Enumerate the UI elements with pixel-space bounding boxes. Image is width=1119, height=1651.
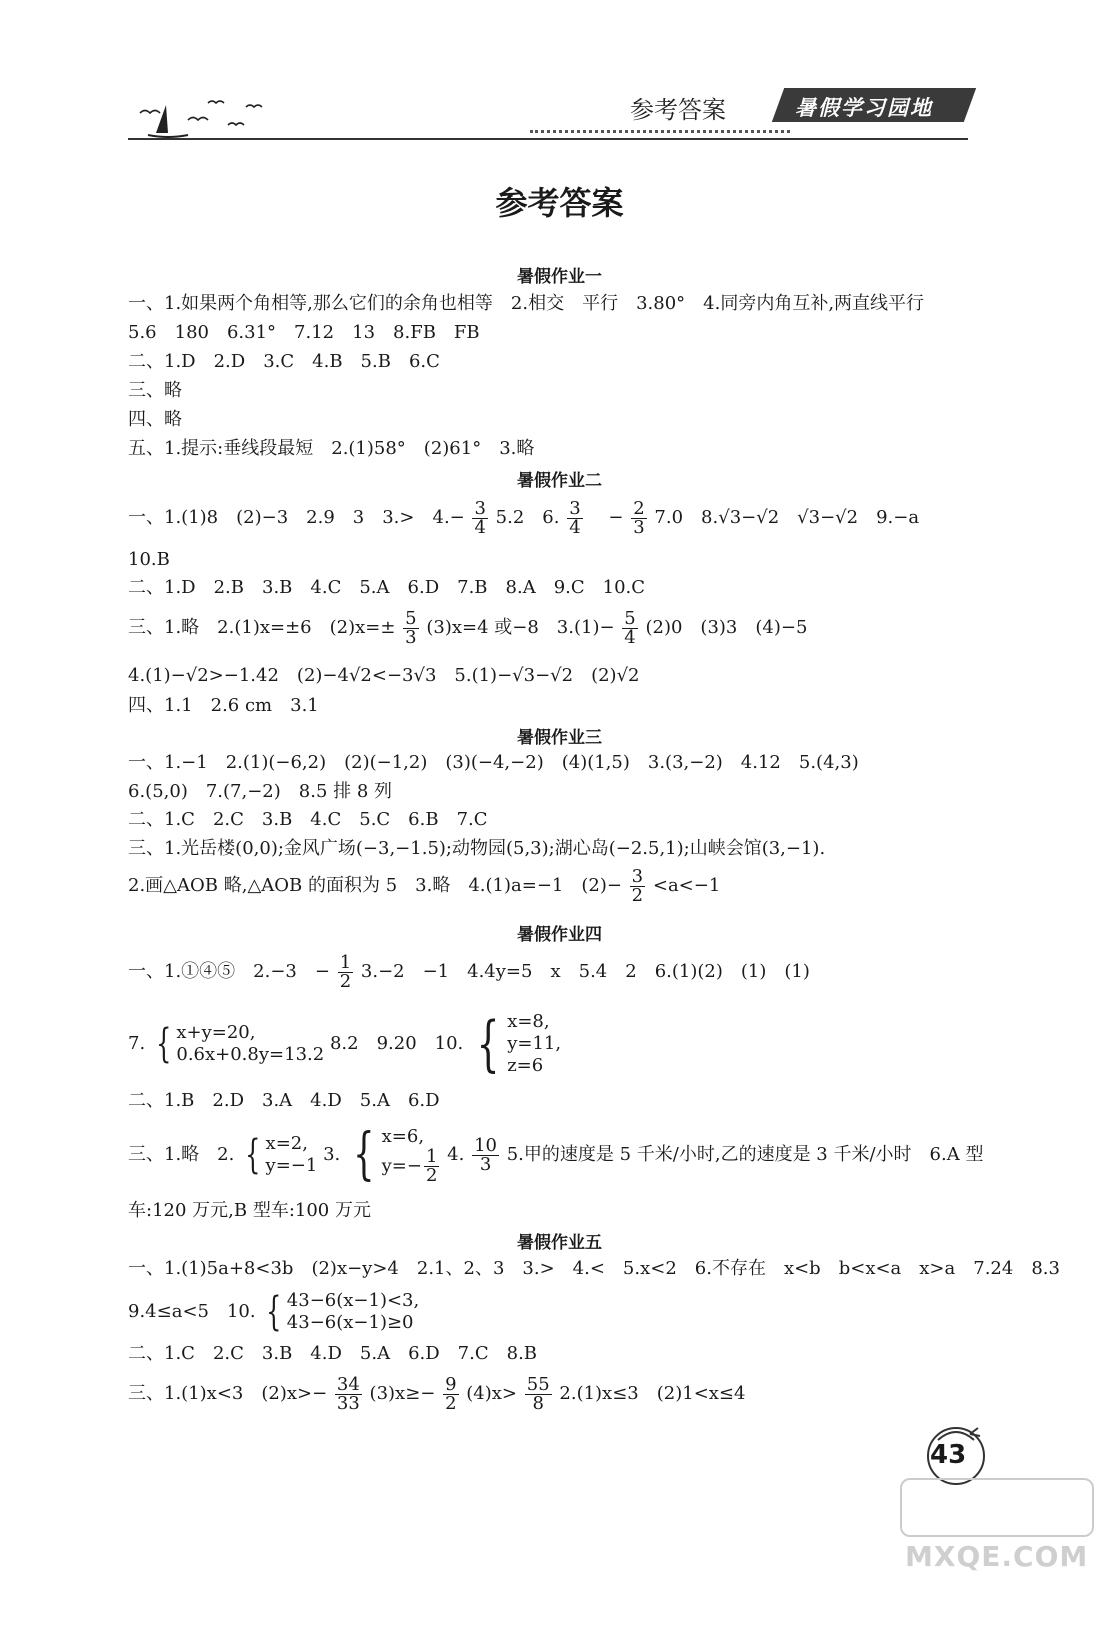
- equation: 43−6(x−1)≥0: [286, 1312, 414, 1333]
- text: y=−: [381, 1155, 422, 1176]
- header: [0, 0, 1119, 160]
- fraction-numerator: 34: [336, 1373, 360, 1395]
- answer-line: 二、1.C 2.C 3.B 4.D 5.A 6.D 7.C 8.B: [128, 1343, 538, 1364]
- answer-line: 5.6 180 6.31° 7.12 13 8.FB FB: [128, 322, 480, 343]
- text: 5.2 6.: [495, 507, 560, 528]
- answer-line: 二、1.C 2.C 3.B 4.C 5.C 6.B 7.C: [128, 809, 488, 830]
- fraction-numerator: 3: [569, 497, 581, 519]
- fraction-denominator: 4: [569, 516, 581, 538]
- fraction-denominator: 4: [474, 516, 486, 538]
- fraction-denominator: 3: [633, 516, 645, 538]
- header-rule: [128, 138, 968, 140]
- brace: {: [476, 1009, 500, 1079]
- fraction-numerator: 9: [445, 1373, 457, 1395]
- answer-line: 6.(5,0) 7.(7,−2) 8.5 排 8 列: [128, 781, 393, 802]
- fraction-numerator: 2: [633, 497, 645, 519]
- text: 2.(1)x≤3 (2)1<x≤4: [559, 1383, 746, 1404]
- answer-line: 三、1.光岳楼(0,0);金风广场(−3,−1.5);动物园(5,3);湖心岛(−2.5,1);山峡会馆(3,−1).: [128, 838, 826, 859]
- brace: {: [266, 1289, 282, 1335]
- text: −: [590, 507, 624, 528]
- brace: {: [156, 1021, 172, 1067]
- fraction: [338, 951, 353, 992]
- fraction-denominator: 2: [339, 970, 352, 992]
- fraction: [630, 865, 645, 906]
- equation: z=6: [507, 1055, 544, 1076]
- answer-line: 二、1.B 2.D 3.A 4.D 5.A 6.D: [128, 1090, 440, 1111]
- equation: x=2,: [265, 1133, 308, 1154]
- fraction-numerator: 3: [631, 865, 644, 887]
- equation-system: [346, 1118, 441, 1192]
- fraction-denominator: 2: [631, 884, 644, 906]
- equation: 0.6x+0.8y=13.2: [176, 1044, 325, 1065]
- text: 三、1.(1)x<3 (2)x>−: [128, 1383, 328, 1404]
- equation-system: [240, 1118, 317, 1192]
- brace: {: [245, 1132, 261, 1178]
- fraction-denominator: 2: [445, 1392, 457, 1414]
- fraction-denominator: 4: [624, 626, 636, 648]
- text: (3)x≥−: [369, 1383, 436, 1404]
- answer-line: 二、1.D 2.D 3.C 4.B 5.B 6.C: [128, 351, 440, 372]
- section-title: 暑假作业二: [517, 471, 602, 491]
- answer-line: [128, 1285, 419, 1339]
- answer-line: 一、1.−1 2.(1)(−6,2) (2)(−1,2) (3)(−4,−2) (4)(1,5) 3.(3,−2) 4.12 5.(4,3): [128, 752, 859, 773]
- text: 8.2 9.20 10.: [329, 1033, 464, 1054]
- text: 3.: [323, 1144, 341, 1165]
- equation: y=11,: [507, 1033, 562, 1054]
- answer-line: 四、略: [128, 409, 182, 430]
- equation: [381, 1145, 442, 1186]
- text: 2.画△AOB 略,△AOB 的面积为 5 3.略 4.(1)a=−1 (2)−: [128, 875, 622, 896]
- text: 一、1.①④⑤ 2.−3 −: [128, 961, 330, 982]
- fraction-numerator: 5: [624, 607, 636, 629]
- equation: x+y=20,: [176, 1022, 256, 1043]
- section-title: 暑假作业五: [517, 1233, 602, 1253]
- text: 3.−2 −1 4.4y=5 x 5.4 2 6.(1)(2) (1) (1): [360, 961, 810, 982]
- answer-line: [128, 1010, 561, 1078]
- fraction-denominator: 3: [479, 1153, 492, 1175]
- text: (4)x>: [466, 1383, 518, 1404]
- fraction-denominator: 33: [336, 1392, 360, 1414]
- text: 7.: [128, 1033, 146, 1054]
- fraction: [403, 607, 418, 648]
- fraction-numerator: 55: [526, 1373, 550, 1395]
- equation: y=−1: [265, 1155, 318, 1176]
- fraction: [525, 1373, 552, 1414]
- brace: {: [353, 1122, 375, 1187]
- fraction-denominator: 8: [532, 1392, 544, 1414]
- answer-line: [128, 1118, 983, 1192]
- section-title: 暑假作业四: [517, 925, 602, 945]
- text: (2)0 (3)3 (4)−5: [645, 617, 808, 638]
- fraction: [443, 1373, 458, 1414]
- watermark-text: MXQE.COM: [905, 1540, 1089, 1573]
- answer-line: 4.(1)−√2>−1.42 (2)−4√2<−3√3 5.(1)−√3−√2 (2)√2: [128, 665, 640, 686]
- fraction: [622, 607, 637, 648]
- header-label: 参考答案: [630, 96, 726, 124]
- text: <a<−1: [652, 875, 721, 896]
- answer-line: [128, 1370, 745, 1418]
- answer-line: 四、1.1 2.6 cm 3.1: [128, 695, 319, 716]
- section-title: 暑假作业一: [517, 267, 602, 287]
- text: 三、1.略 2.: [128, 1144, 235, 1165]
- fraction-numerator: 5: [405, 607, 417, 629]
- fraction: [424, 1145, 439, 1186]
- text: (3)x=4 或−8 3.(1)−: [426, 617, 615, 638]
- fraction: [567, 497, 582, 538]
- fraction-numerator: 3: [474, 497, 486, 519]
- answer-line: 一、1.如果两个角相等,那么它们的余角也相等 2.相交 平行 3.80° 4.同旁内角互补,两直线平行: [128, 293, 925, 314]
- fraction-numerator: 10: [474, 1134, 497, 1156]
- answer-line: 二、1.D 2.B 3.B 4.C 5.A 6.D 7.B 8.A 9.C 10.C: [128, 577, 646, 598]
- text: 一、1.(1)8 (2)−3 2.9 3 3.> 4.−: [128, 507, 465, 528]
- page-number: 43: [930, 1440, 967, 1470]
- answer-line: [128, 606, 807, 650]
- answer-line: 车:120 万元,B 型车:100 万元: [128, 1200, 371, 1221]
- fraction: [472, 1134, 499, 1175]
- answer-line: 10.B: [128, 549, 170, 570]
- answer-line: 三、略: [128, 380, 182, 401]
- equation-system: [469, 1010, 561, 1078]
- text: 7.0 8.√3−√2 √3−√2 9.−a: [654, 507, 920, 528]
- page-title: 参考答案: [495, 184, 624, 222]
- header-dots: [530, 130, 790, 138]
- text: 5.甲的速度是 5 千米/小时,乙的速度是 3 千米/小时 6.A 型: [506, 1144, 984, 1165]
- text: 4.: [447, 1144, 465, 1165]
- fraction-numerator: 1: [425, 1145, 438, 1167]
- equation: 43−6(x−1)<3,: [286, 1290, 420, 1311]
- answer-line: [128, 496, 919, 540]
- equation-system: [261, 1285, 419, 1339]
- equation: x=6,: [381, 1125, 425, 1147]
- section-title: 暑假作业三: [517, 728, 602, 748]
- answer-line: 一、1.(1)5a+8<3b (2)x−y>4 2.1、2、3 3.> 4.< 5.x<2 6.不存在 x<b b<x<a x>a 7.24 8.3: [128, 1258, 1060, 1279]
- fraction-denominator: 2: [425, 1164, 438, 1186]
- fraction: [631, 497, 646, 538]
- equation: x=8,: [507, 1011, 550, 1032]
- answer-line: [128, 950, 810, 994]
- fraction-denominator: 3: [405, 626, 417, 648]
- text: 三、1.略 2.(1)x=±6 (2)x=±: [128, 617, 396, 638]
- fraction: [472, 497, 487, 538]
- fraction: [335, 1373, 362, 1414]
- fraction-numerator: 1: [339, 951, 352, 973]
- header-banner-text: 暑假学习园地: [795, 96, 933, 120]
- answer-line: 五、1.提示:垂线段最短 2.(1)58° (2)61° 3.略: [128, 438, 535, 459]
- equation-system: [151, 1010, 324, 1078]
- text: 9.4≤a<5 10.: [128, 1301, 256, 1322]
- watermark: [900, 1478, 1094, 1537]
- birds-sailboat-decoration: [128, 95, 288, 140]
- answer-line: [128, 864, 720, 908]
